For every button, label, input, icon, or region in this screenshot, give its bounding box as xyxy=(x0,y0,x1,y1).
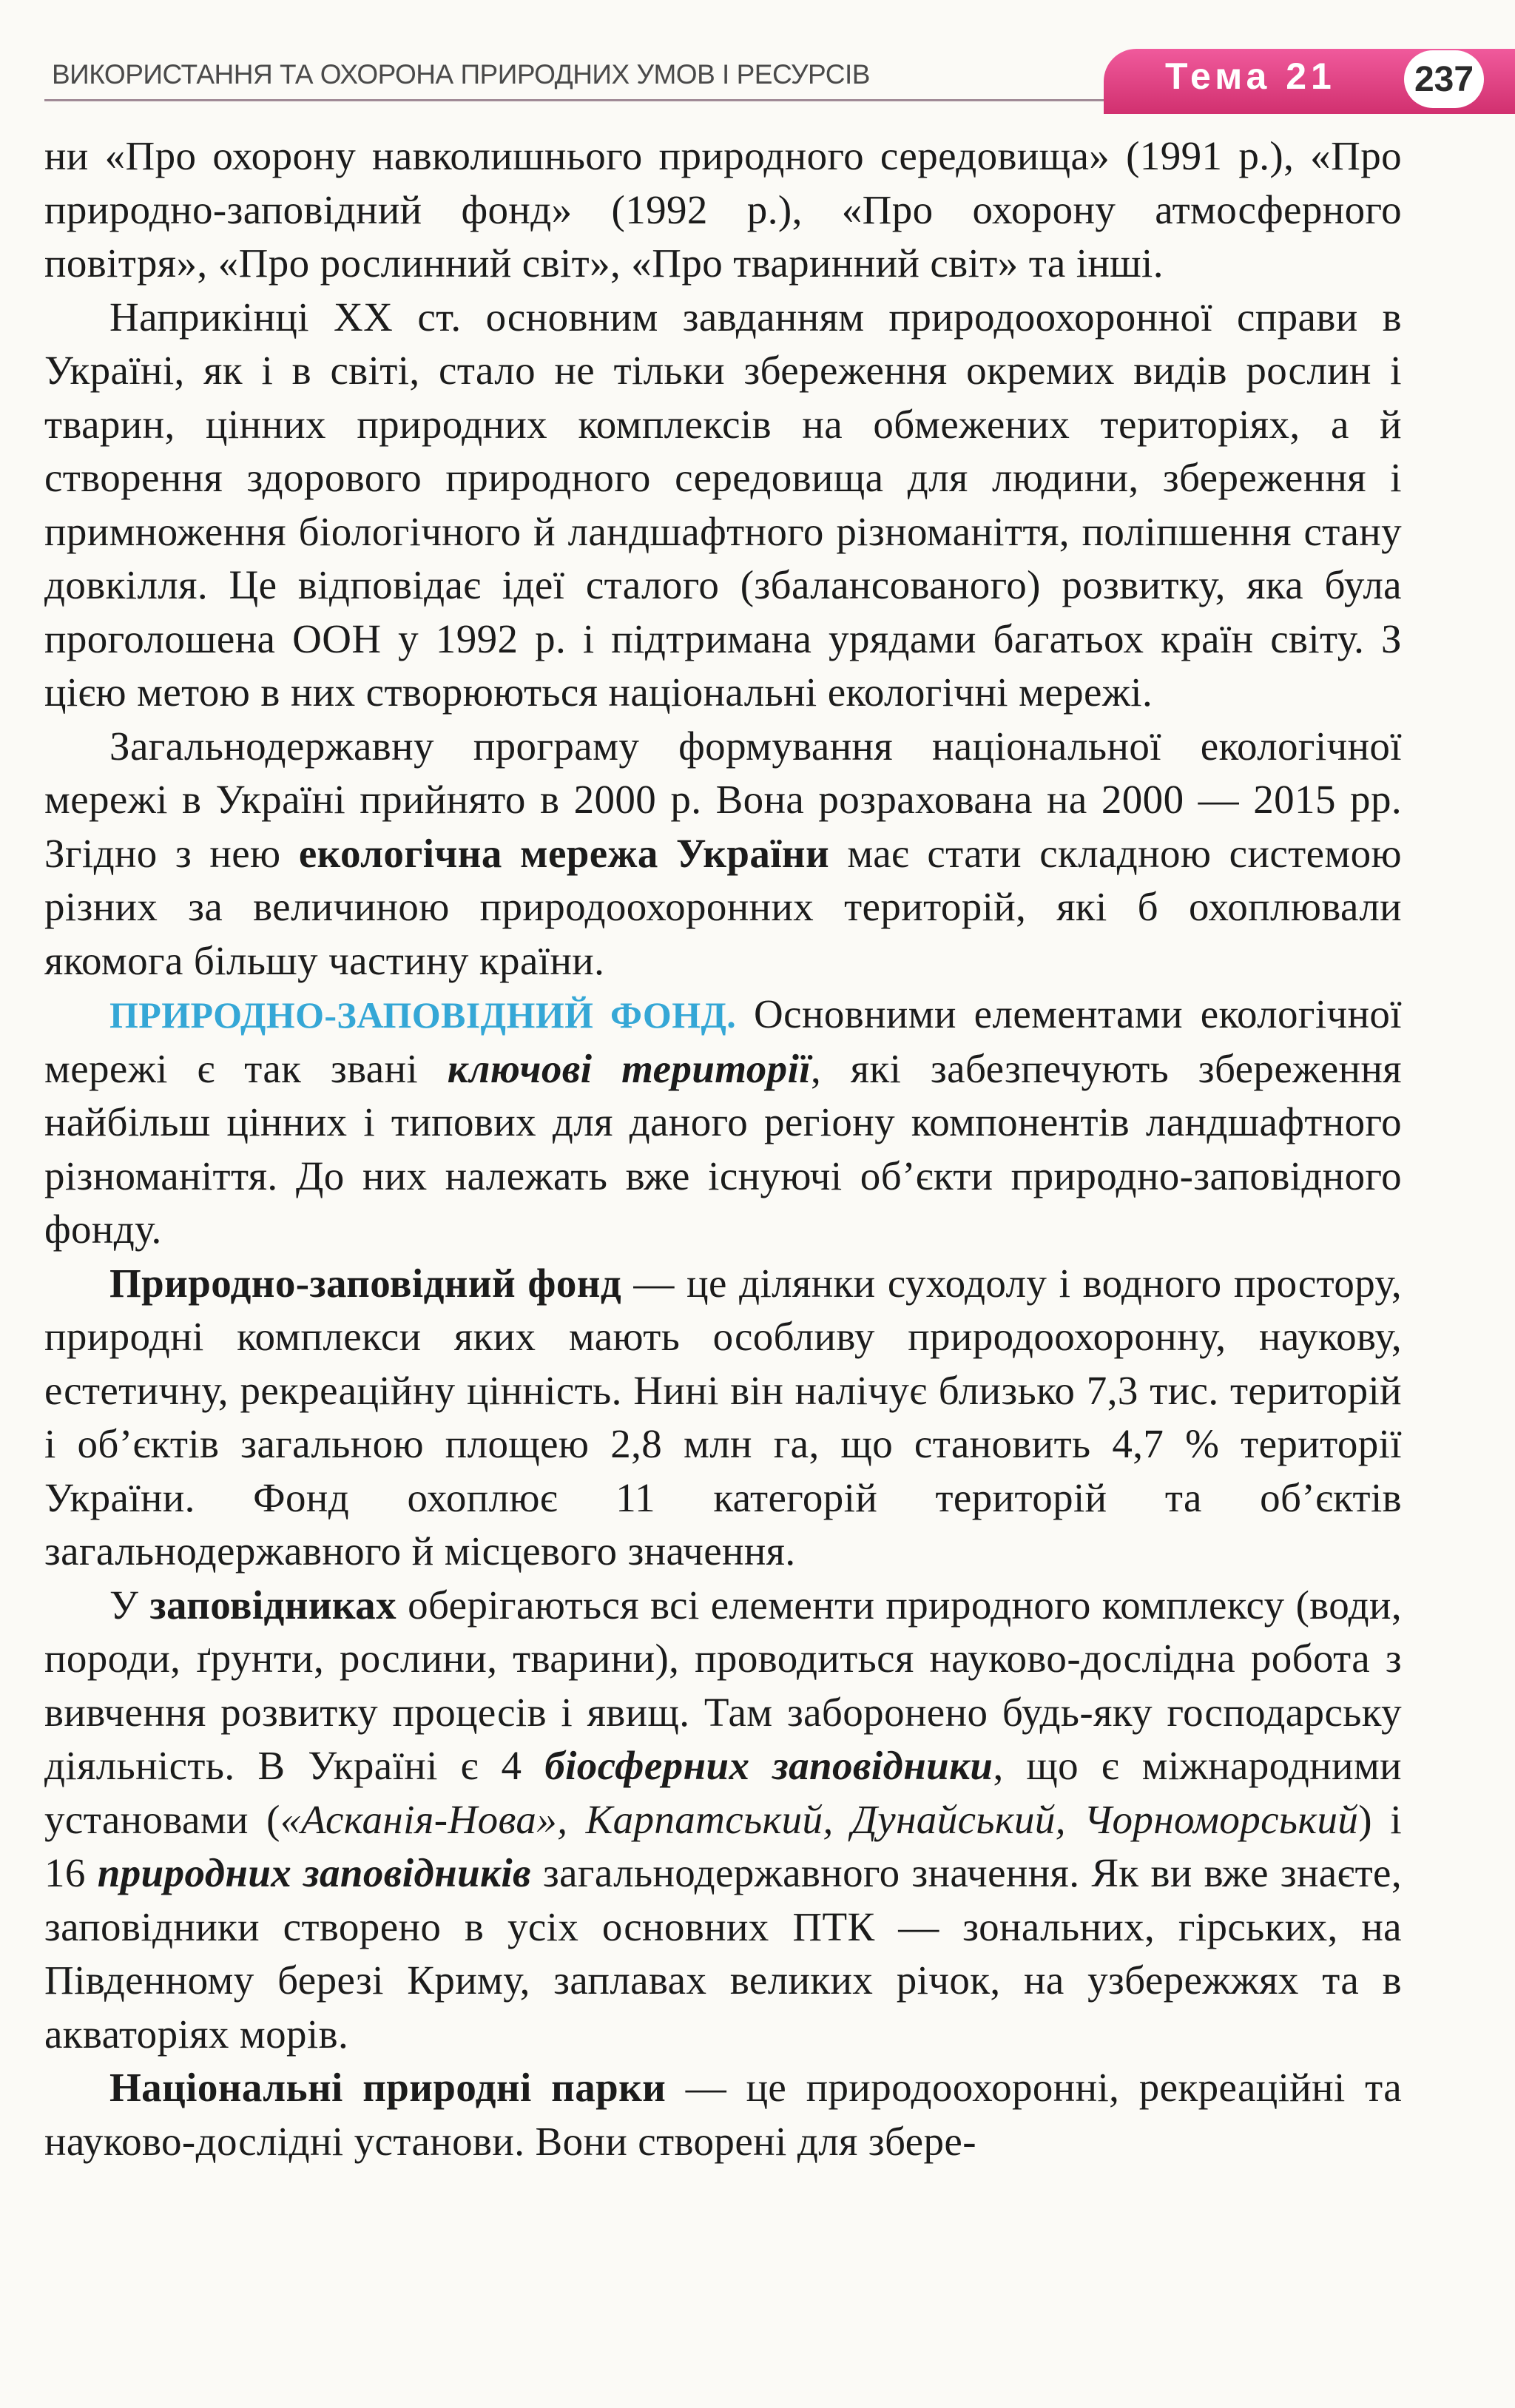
text-run: ) і 16 xyxy=(44,1796,1403,1895)
page-number: 237 xyxy=(1404,50,1484,108)
running-head: ВИКОРИСТАННЯ ТА ОХОРОНА ПРИРОДНИХ УМОВ І РЕСУРСІВ xyxy=(52,59,870,90)
text-run: — це природоохоронні, рекреаційні та науково-дослідні установи. Вони створені для збере- xyxy=(44,2065,1403,2164)
text-run: ни «Про охорону навколишнього природного середовища» (1991 р.), «Про природно-заповідний фонд» (1992 р.), «Про охорону атмосферного повітря», «Про рослинний світ», «Про тваринний світ» та інші. xyxy=(44,133,1402,286)
text-run: має стати складною системою різних за величиною природоохоронних територій, які б охоплювали якомога більшу частину країни. xyxy=(44,830,1402,983)
bold-term: екологічна мережа України xyxy=(298,830,830,876)
paragraph-national-parks xyxy=(44,2061,1402,2168)
bold-term: Національні природні парки xyxy=(109,2065,667,2110)
header-divider xyxy=(44,99,1110,101)
bold-italic-term: ключові території xyxy=(447,1045,811,1091)
text-run: Основними елементами екологічної мережі є так звані xyxy=(44,991,1402,1091)
bold-term: заповідниках xyxy=(149,1582,397,1628)
page-header xyxy=(0,0,1515,118)
text-run: Загальнодержавну програму формування національної екологічної мережі в Україні прийнято в 2000 р. Вона розрахована на 2000 — 2015 рр. Згідно з нею xyxy=(44,723,1402,876)
body-text xyxy=(44,129,1402,2168)
text-run: — це ділянки суходолу і водного простору, природні комплекси яких мають особливу природоохоронну, наукову, естетичну, рекреаційну цінність. Нині він налічує близько 7,3 тис. територій і об’єктів загальною площею 2,8 млн га, що становить 4,7 % території України. Фонд охоплює 11 категорій територій та об’єктів загальнодержавного й місцевого значення. xyxy=(44,1260,1402,1574)
paragraph-nature-reserves xyxy=(44,1579,1402,2062)
bold-term: Природно-заповідний фонд xyxy=(109,1260,622,1306)
text-run: У xyxy=(109,1582,150,1628)
paragraph-laws-continuation xyxy=(44,129,1402,291)
bold-italic-term: біосферних заповідники xyxy=(544,1743,993,1788)
topic-label: Тема 21 xyxy=(1165,55,1336,97)
paragraph-reserve-fund-definition xyxy=(44,1257,1402,1579)
text-run: загальнодержавного значення. Як ви вже знаєте, заповідники створено в усіх основних ПТК — зональних, гірських, на Південному березі Криму, заплавах великих річок, на узбережжях та в акваторіях морів. xyxy=(44,1850,1403,2057)
italic-list: «Асканія-Нова», Карпатський, Дунайський, Чорноморський xyxy=(280,1796,1359,1842)
paragraph-reserve-fund-intro xyxy=(44,988,1402,1257)
bold-italic-term: природних заповідників xyxy=(97,1850,531,1895)
paragraph-environmental-goals xyxy=(44,291,1402,720)
text-run: , що є міжнародними установами ( xyxy=(44,1743,1403,1842)
section-heading: ПРИРОДНО-ЗАПОВІДНИЙ ФОНД. xyxy=(109,994,737,1036)
paragraph-national-program xyxy=(44,720,1402,988)
text-run: Наприкінці XX ст. основним завданням природоохоронної справи в Україні, як і в світі, стало не тільки збереження окремих видів рослин і тварин, цінних природних комплексів на обмежених територіях, а й створення здорового природного середовища для людини, збереження і примноження біологічного й ландшафтного різноманіття, поліпшення стану довкілля. Це відповідає ідеї сталого (збалансованого) розвитку, яка була проголошена ООН у 1992 р. і підтримана урядами багатьох країн світу. З цією метою в них створюються національні екологічні мережі. xyxy=(44,294,1402,715)
text-run: , які забезпечують збереження найбільш цінних і типових для даного регіону компонентів ландшафтного різноманіття. До них належать вже існуючі об’єкти природно-заповідного фонду. xyxy=(44,1045,1402,1252)
text-run: оберігаються всі елементи природного комплексу (води, породи, ґрунти, рослини, тварини), проводиться науково-дослідна робота з вивчення розвитку процесів і явищ. Там заборонено будь-яку господарську діяльність. В Україні є 4 xyxy=(44,1582,1402,1788)
